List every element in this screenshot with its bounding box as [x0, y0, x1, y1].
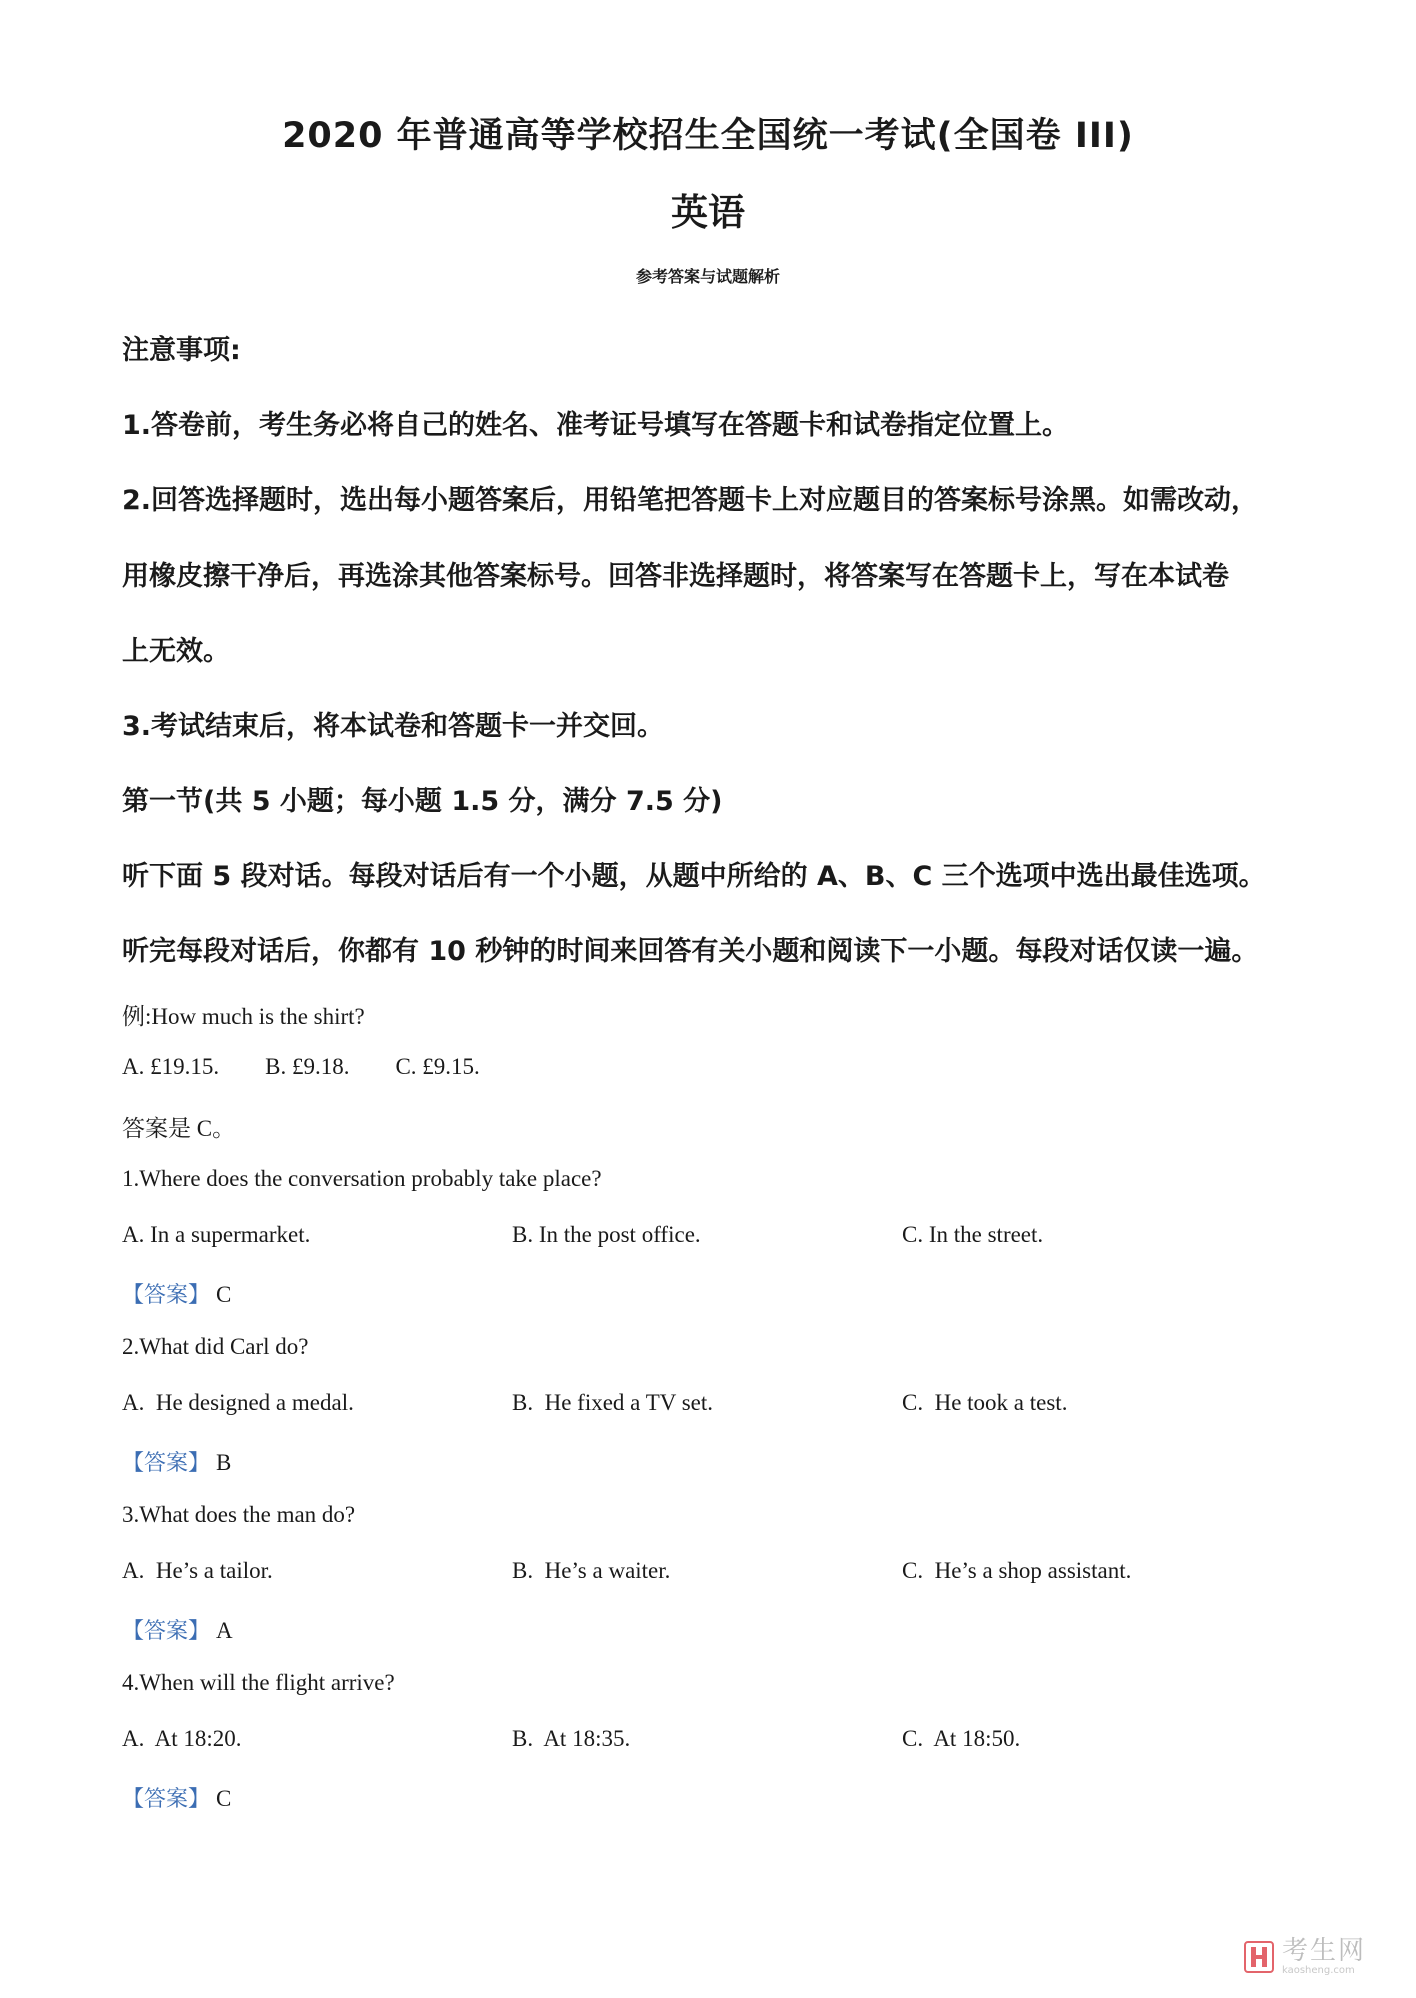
example-question: 例:How much is the shirt? — [122, 1004, 365, 1029]
question-3-option-b: B. He’s a waiter. — [512, 1558, 671, 1583]
question-3-option-a: A. He’s a tailor. — [122, 1558, 273, 1583]
question-1-option-a: A. In a supermarket. — [122, 1222, 311, 1247]
question-2-option-a: A. He designed a medal. — [122, 1390, 354, 1415]
section-heading: 第一节(共 5 小题；每小题 1.5 分，满分 7.5 分) — [122, 786, 723, 817]
question-4-option-c: C. At 18:50. — [902, 1726, 1021, 1751]
question-1-option-c: C. In the street. — [902, 1222, 1044, 1247]
kaosheng-logo-icon — [1244, 1941, 1274, 1973]
question-2-option-c: C. He took a test. — [902, 1390, 1068, 1415]
question-2-answer — [122, 1446, 231, 1477]
question-3-answer — [122, 1614, 233, 1645]
notice-line-4: 上无效。 — [122, 636, 230, 667]
answer-value: C — [216, 1786, 232, 1811]
answer-tag: 【答案】 — [122, 1787, 211, 1812]
answer-value: B — [216, 1450, 232, 1475]
section-instruction-1: 听下面 5 段对话。每段对话后有一个小题，从题中所给的 A、B、C 三个选项中选出最佳选项。 — [122, 861, 1266, 892]
question-4-answer — [122, 1782, 231, 1813]
question-3-option-c: C. He’s a shop assistant. — [902, 1558, 1132, 1583]
exam-subtitle: 参考答案与试题解析 — [635, 267, 780, 286]
answer-tag: 【答案】 — [122, 1451, 211, 1476]
answer-value: C — [216, 1282, 232, 1307]
exam-title: 2020 年普通高等学校招生全国统一考试(全国卷 III) — [282, 116, 1134, 156]
notice-line-3: 用橡皮擦干净后，再选涂其他答案标号。回答非选择题时，将答案写在答题卡上，写在本试卷 — [122, 561, 1229, 592]
answer-tag: 【答案】 — [122, 1283, 211, 1308]
question-3: 3.What does the man do? — [122, 1502, 356, 1527]
notice-line-5: 3.考试结束后，将本试卷和答题卡一并交回。 — [122, 711, 665, 742]
notice-line-1: 1.答卷前，考生务必将自己的姓名、准考证号填写在答题卡和试卷指定位置上。 — [122, 410, 1070, 441]
notice-line-2: 2.回答选择题时，选出每小题答案后，用铅笔把答题卡上对应题目的答案标号涂黑。如需改动， — [122, 485, 1259, 516]
question-4-option-b: B. At 18:35. — [512, 1726, 631, 1751]
answer-tag: 【答案】 — [122, 1619, 211, 1644]
watermark-en: kaosheng.com — [1281, 1965, 1355, 1976]
example-options: A. £19.15. B. £9.18. C. £9.15. — [122, 1054, 480, 1079]
question-1-answer — [122, 1278, 231, 1309]
question-2: 2.What did Carl do? — [122, 1334, 309, 1359]
watermark — [1244, 1938, 1366, 1976]
notice-heading: 注意事项: — [122, 335, 241, 366]
question-1-option-b: B. In the post office. — [512, 1222, 701, 1247]
question-4: 4.When will the flight arrive? — [122, 1670, 395, 1695]
exam-subject: 英语 — [671, 191, 745, 234]
question-2-option-b: B. He fixed a TV set. — [512, 1390, 714, 1415]
example-answer: 答案是 C。 — [122, 1116, 236, 1141]
watermark-cn: 考生网 — [1281, 1936, 1366, 1966]
question-4-option-a: A. At 18:20. — [122, 1726, 242, 1751]
answer-value: A — [216, 1618, 233, 1643]
section-instruction-2: 听完每段对话后，你都有 10 秒钟的时间来回答有关小题和阅读下一小题。每段对话仅读一遍。 — [122, 936, 1259, 967]
question-1: 1.Where does the conversation probably take place? — [122, 1166, 602, 1191]
